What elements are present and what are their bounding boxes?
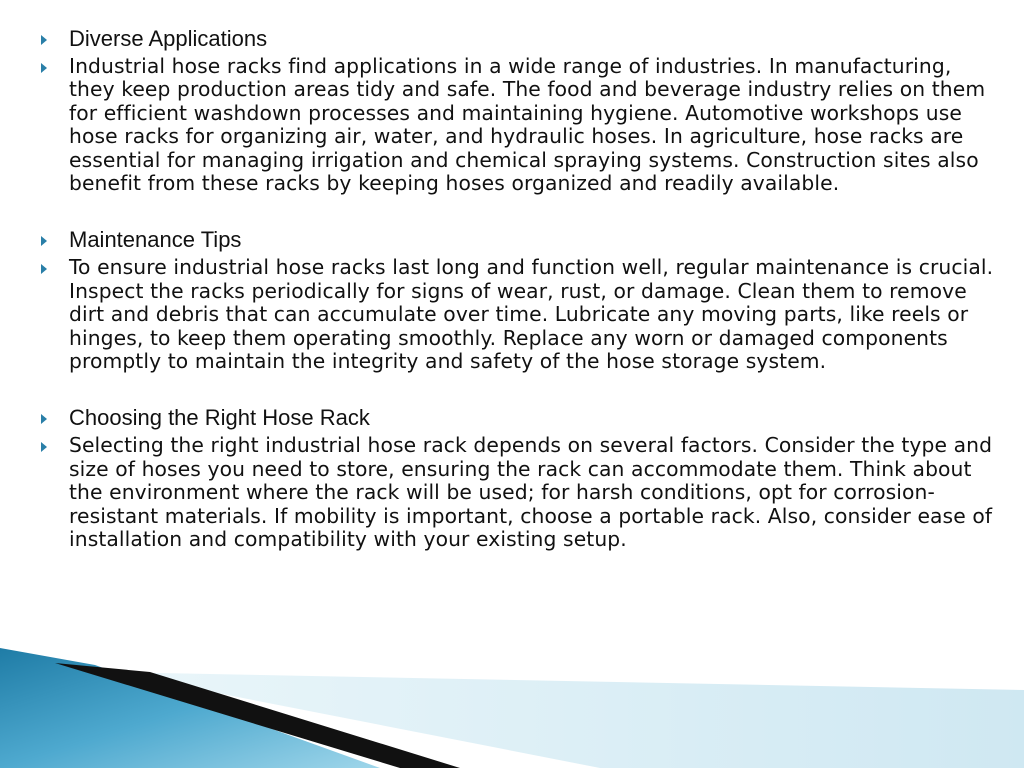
bullet-arrow-icon	[41, 236, 47, 246]
body-text: Selecting the right industrial hose rack depends on several factors. Consider the type and size of hoses you need to store, ensuring the rack can accommodate them. Think about the environment where the rack will be used; for harsh conditions, opt for corrosion-resistant materials. If mobility is important, choose a portable rack. Also, consider ease of installation and compatibility with your existing setup.	[69, 433, 993, 552]
section-heading-maintenance-tips	[36, 227, 996, 253]
section-heading-diverse-applications	[36, 26, 996, 52]
section-body-choosing-hose-rack	[36, 434, 996, 551]
body-text: Industrial hose racks find applications in a wide range of industries. In manufacturing, they keep production areas tidy and safe. The food and beverage industry relies on them for efficient washdown processes and maintaining hygiene. Automotive workshops use hose racks for organizing air, water, and hydraulic hoses. In agriculture, hose racks are essential for managing irrigation and chemical spraying systems. Construction sites also benefit from these racks by keeping hoses organized and readily available.	[69, 54, 986, 196]
bullet-arrow-icon	[41, 264, 47, 274]
section-body-diverse-applications	[36, 55, 996, 195]
section-body-maintenance-tips	[36, 256, 996, 373]
bullet-list	[36, 26, 996, 552]
section-heading-choosing-hose-rack	[36, 405, 996, 431]
heading-text: Maintenance Tips	[69, 227, 242, 253]
bullet-arrow-icon	[41, 35, 47, 45]
bullet-arrow-icon	[41, 414, 47, 424]
bullet-arrow-icon	[41, 442, 47, 452]
heading-text: Choosing the Right Hose Rack	[69, 405, 370, 431]
bullet-arrow-icon	[41, 63, 47, 73]
body-text: To ensure industrial hose racks last long and function well, regular maintenance is crucial. Inspect the racks periodically for signs of wear, rust, or damage. Clean them to remove dirt and debris that can accumulate over time. Lubricate any moving parts, like reels or hinges, to keep them operating smoothly. Replace any worn or damaged components promptly to maintain the integrity and safety of the hose storage system.	[69, 255, 994, 374]
heading-text: Diverse Applications	[69, 26, 268, 51]
